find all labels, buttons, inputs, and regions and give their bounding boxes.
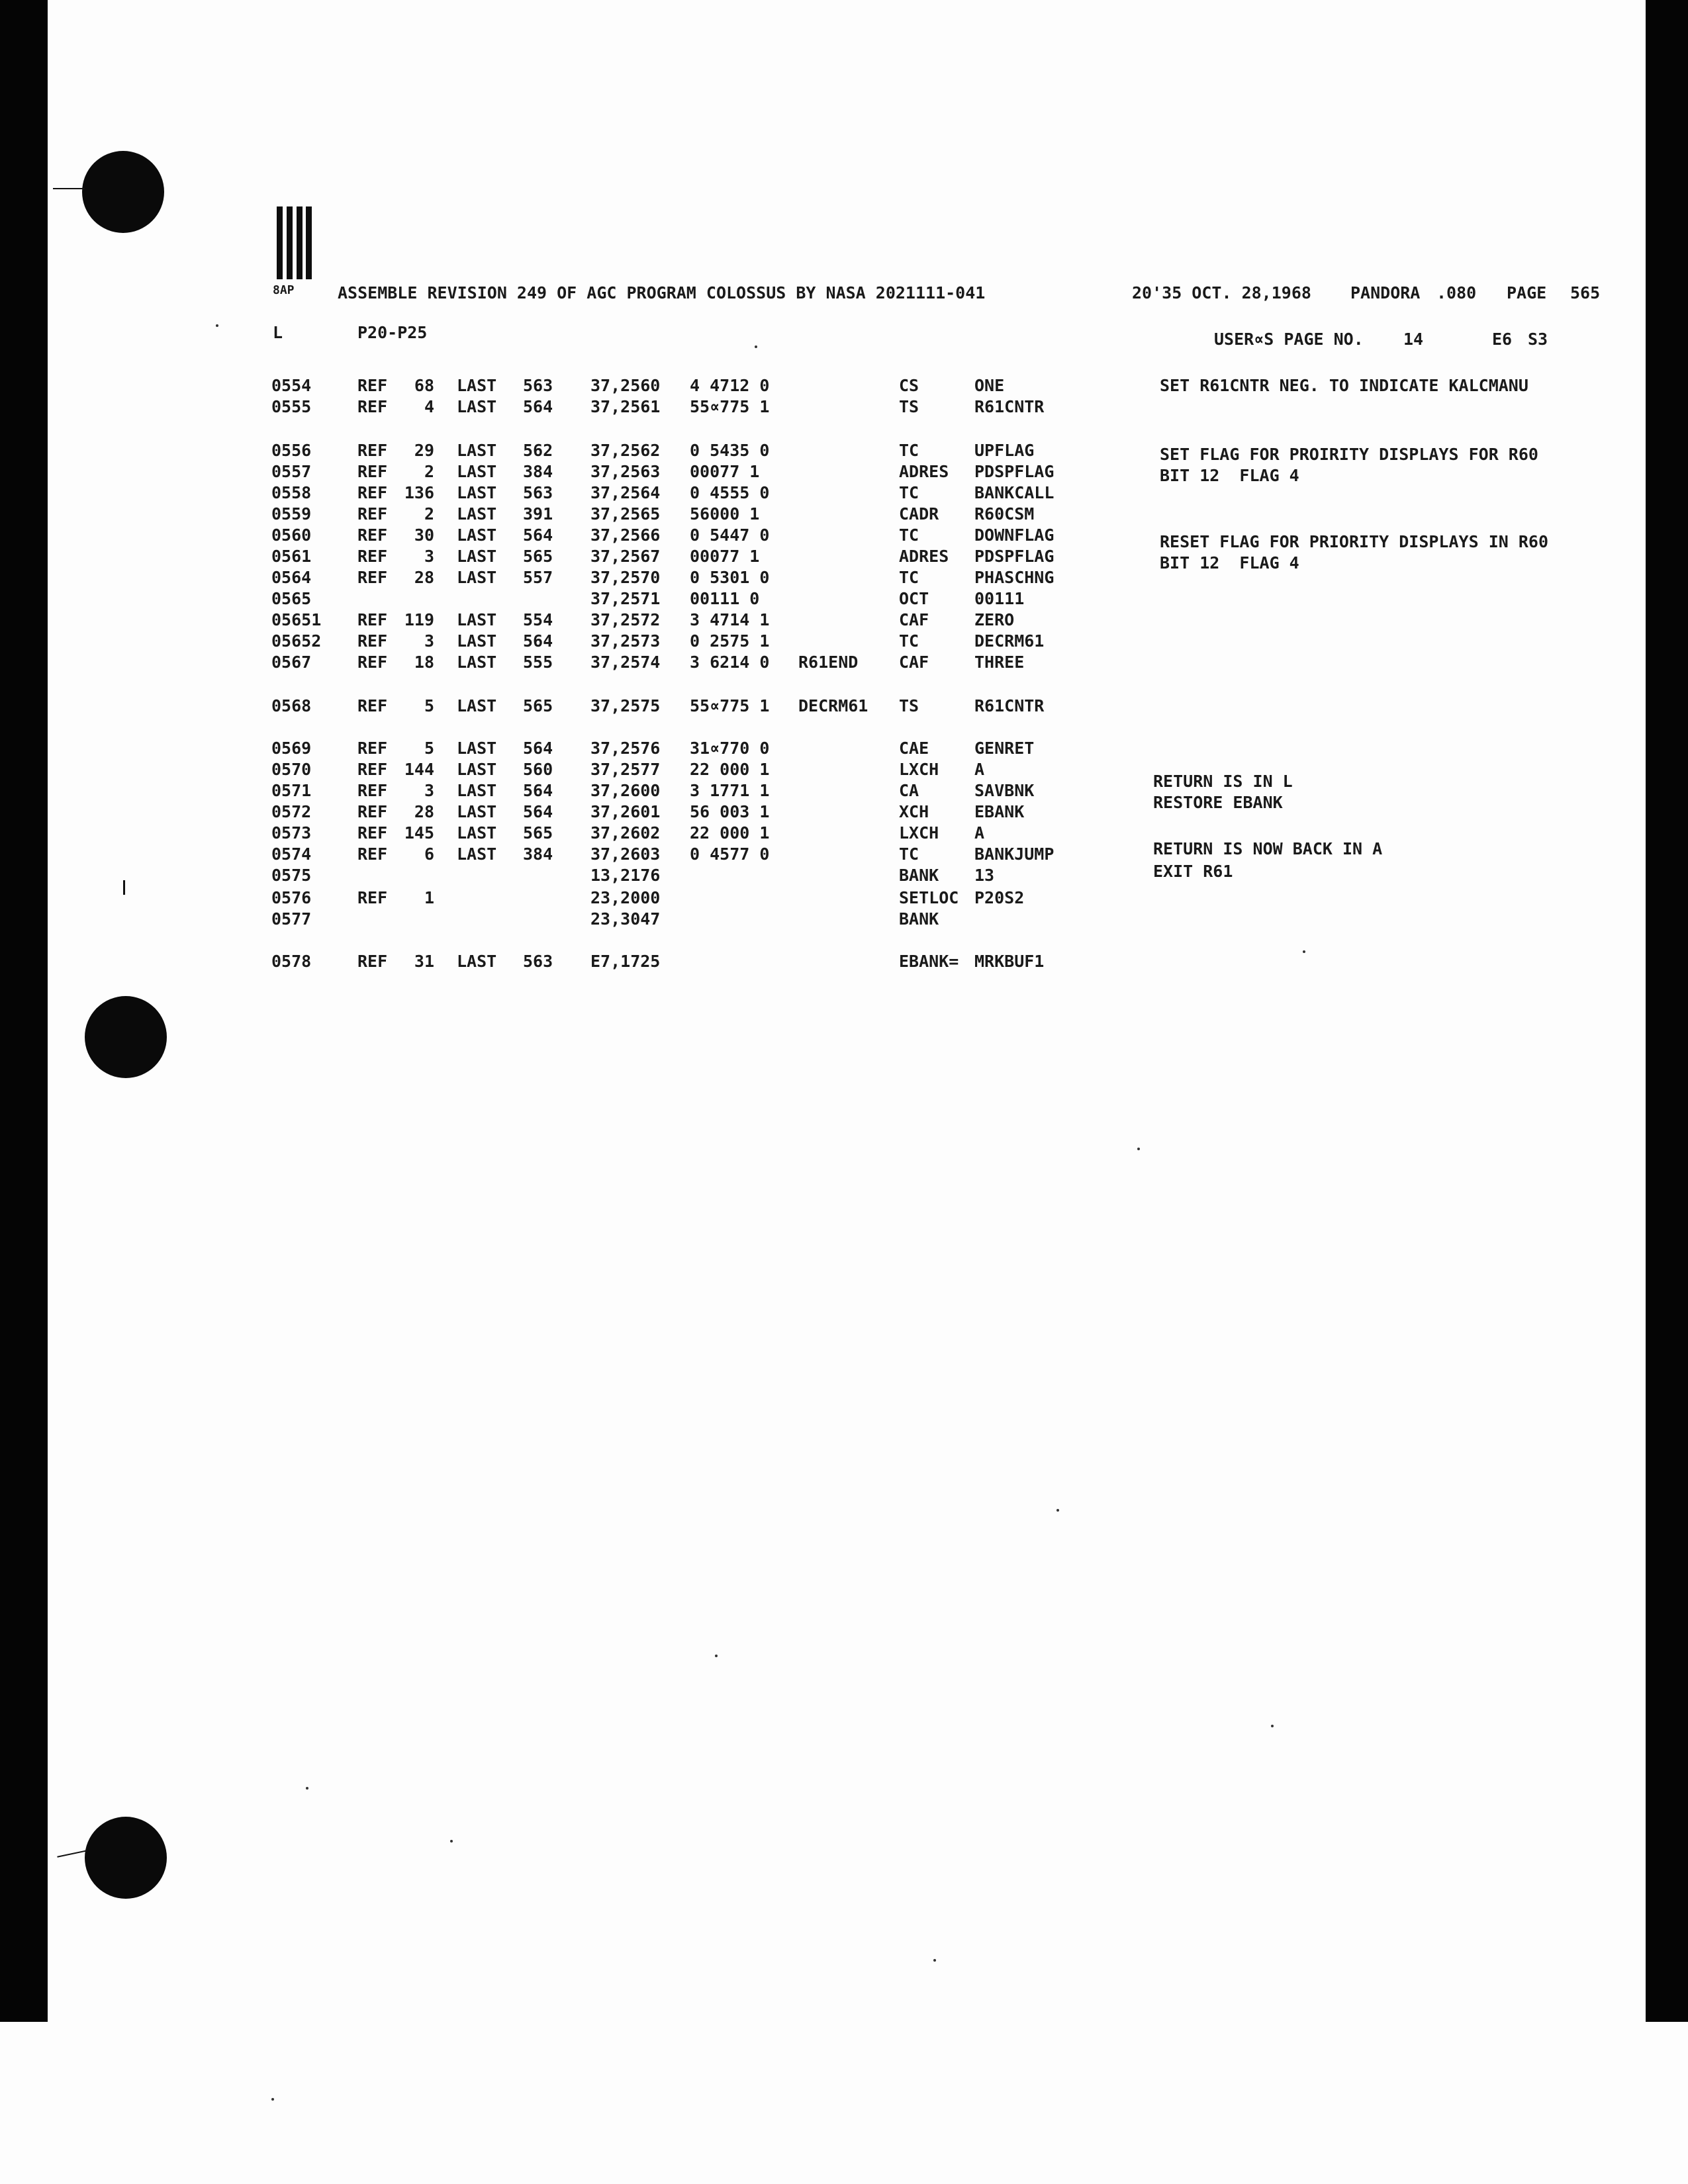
scan-speck	[271, 2098, 274, 2101]
operand: PHASCHNG	[974, 568, 1055, 587]
ref-count: 2	[424, 504, 434, 523]
line-number: 0567	[271, 653, 312, 672]
ref-keyword: REF	[357, 696, 388, 715]
address: 37,2561	[590, 397, 661, 416]
ref-keyword: REF	[357, 802, 388, 821]
operand: SAVBNK	[974, 781, 1035, 800]
system-name: PANDORA	[1350, 283, 1421, 302]
line-number: 05652	[271, 631, 322, 651]
comment: BIT 12 FLAG 4	[1160, 553, 1299, 572]
opcode: TC	[899, 631, 919, 651]
opcode: CAF	[899, 653, 929, 672]
comment: BIT 12 FLAG 4	[1160, 466, 1299, 485]
opcode: LXCH	[899, 823, 939, 842]
operand: R61CNTR	[974, 696, 1045, 715]
line-number: 0554	[271, 376, 312, 395]
line-number: 0558	[271, 483, 312, 502]
address: E7,1725	[590, 952, 661, 971]
address: 37,2574	[590, 653, 661, 672]
address: 37,2603	[590, 844, 661, 864]
last-keyword: LAST	[457, 568, 497, 587]
listing-type: L	[273, 323, 283, 342]
opcode: TC	[899, 525, 919, 545]
ref-count: 136	[404, 483, 434, 502]
ref-count: 3	[424, 781, 434, 800]
operand: A	[974, 760, 985, 779]
line-number: 0572	[271, 802, 312, 821]
scan-speck	[450, 1840, 453, 1843]
address: 13,2176	[590, 866, 661, 885]
last-page: 557	[523, 568, 553, 587]
octal-word: 00077 1	[690, 462, 760, 481]
last-page: 564	[523, 397, 553, 416]
ref-keyword: REF	[357, 547, 388, 566]
ref-count: 144	[404, 760, 434, 779]
ref-keyword: REF	[357, 483, 388, 502]
ref-keyword: REF	[357, 760, 388, 779]
ref-keyword: REF	[357, 739, 388, 758]
line-number: 0565	[271, 589, 312, 608]
last-page: 565	[523, 547, 553, 566]
address: 37,2570	[590, 568, 661, 587]
ref-count: 28	[414, 568, 434, 587]
operand: P20S2	[974, 888, 1025, 907]
address: 37,2577	[590, 760, 661, 779]
line-number: 0561	[271, 547, 312, 566]
opcode: EBANK=	[899, 952, 959, 971]
line-number: 0577	[271, 909, 312, 929]
system-code: .080	[1436, 283, 1477, 302]
ref-count: 2	[424, 462, 434, 481]
scan-speck	[306, 1787, 308, 1790]
address: 37,2576	[590, 739, 661, 758]
octal-word: 3 1771 1	[690, 781, 770, 800]
ref-count: 119	[404, 610, 434, 629]
last-page: 563	[523, 483, 553, 502]
operand: BANKCALL	[974, 483, 1055, 502]
scan-speck	[216, 324, 218, 327]
ref-count: 1	[424, 888, 434, 907]
octal-word: 22 000 1	[690, 760, 770, 779]
binder-hole-top	[82, 151, 164, 233]
last-page: 564	[523, 631, 553, 651]
octal-word: 55∝775 1	[690, 397, 770, 416]
operand: 00111	[974, 589, 1025, 608]
scan-speck	[715, 1655, 718, 1657]
octal-word: 3 6214 0	[690, 653, 770, 672]
ref-keyword: REF	[357, 952, 388, 971]
last-keyword: LAST	[457, 631, 497, 651]
last-page: 564	[523, 739, 553, 758]
last-page: 563	[523, 376, 553, 395]
ref-count: 18	[414, 653, 434, 672]
comment: EXIT R61	[1153, 862, 1233, 881]
address: 37,2571	[590, 589, 661, 608]
ref-count: 28	[414, 802, 434, 821]
octal-word: 00111 0	[690, 589, 760, 608]
ref-keyword: REF	[357, 888, 388, 907]
opcode: TC	[899, 844, 919, 864]
last-keyword: LAST	[457, 525, 497, 545]
last-keyword: LAST	[457, 739, 497, 758]
operand: BANKJUMP	[974, 844, 1055, 864]
address: 37,2563	[590, 462, 661, 481]
code-e: E6	[1492, 330, 1513, 349]
line-number: 0559	[271, 504, 312, 523]
last-page: 562	[523, 441, 553, 460]
opcode: BANK	[899, 866, 939, 885]
address: 37,2600	[590, 781, 661, 800]
ref-keyword: REF	[357, 781, 388, 800]
opcode: TC	[899, 568, 919, 587]
last-keyword: LAST	[457, 610, 497, 629]
address: 37,2572	[590, 610, 661, 629]
octal-word: 55∝775 1	[690, 696, 770, 715]
last-page: 384	[523, 462, 553, 481]
scan-edge-right	[1646, 0, 1688, 2022]
octal-word: 00077 1	[690, 547, 760, 566]
binder-hole-middle	[85, 996, 167, 1078]
ref-keyword: REF	[357, 376, 388, 395]
line-number: 0571	[271, 781, 312, 800]
line-number: 0568	[271, 696, 312, 715]
ref-keyword: REF	[357, 462, 388, 481]
ref-keyword: REF	[357, 504, 388, 523]
last-page: 560	[523, 760, 553, 779]
operand: A	[974, 823, 985, 842]
octal-word: 56 003 1	[690, 802, 770, 821]
line-number: 0570	[271, 760, 312, 779]
comment: SET FLAG FOR PROIRITY DISPLAYS FOR R60	[1160, 445, 1538, 464]
opcode: SETLOC	[899, 888, 959, 907]
line-number: 0573	[271, 823, 312, 842]
comment: RETURN IS IN L	[1153, 772, 1293, 791]
ref-count: 3	[424, 631, 434, 651]
opcode: XCH	[899, 802, 929, 821]
octal-word: 22 000 1	[690, 823, 770, 842]
comment: RESET FLAG FOR PRIORITY DISPLAYS IN R60	[1160, 532, 1548, 551]
ref-count: 5	[424, 696, 434, 715]
last-page: 555	[523, 653, 553, 672]
ref-keyword: REF	[357, 568, 388, 587]
last-keyword: LAST	[457, 760, 497, 779]
opcode: LXCH	[899, 760, 939, 779]
opcode: CS	[899, 376, 919, 395]
comment: RETURN IS NOW BACK IN A	[1153, 839, 1383, 858]
operand: 13	[974, 866, 995, 885]
listing-title: ASSEMBLE REVISION 249 OF AGC PROGRAM COLOSSUS BY NASA 2021111-041	[338, 283, 986, 302]
scan-speck	[1137, 1148, 1140, 1150]
last-keyword: LAST	[457, 376, 497, 395]
operand: MRKBUF1	[974, 952, 1045, 971]
binder-hole-bottom	[85, 1817, 167, 1899]
last-keyword: LAST	[457, 802, 497, 821]
address: 37,2566	[590, 525, 661, 545]
section-name: P20-P25	[357, 323, 428, 342]
scan-mark	[53, 188, 85, 189]
octal-word: 31∝770 0	[690, 739, 770, 758]
address: 37,2573	[590, 631, 661, 651]
last-keyword: LAST	[457, 547, 497, 566]
address: 37,2564	[590, 483, 661, 502]
octal-word: 0 5301 0	[690, 568, 770, 587]
last-keyword: LAST	[457, 781, 497, 800]
last-page: 384	[523, 844, 553, 864]
opcode: TS	[899, 397, 919, 416]
page-label: PAGE	[1507, 283, 1547, 302]
user-page-label: USER∝S PAGE NO.	[1214, 330, 1364, 349]
line-number: 0560	[271, 525, 312, 545]
comment: SET R61CNTR NEG. TO INDICATE KALCMANU	[1160, 376, 1528, 395]
last-page: 554	[523, 610, 553, 629]
ref-keyword: REF	[357, 653, 388, 672]
octal-word: 3 4714 1	[690, 610, 770, 629]
operand: THREE	[974, 653, 1025, 672]
last-page: 564	[523, 525, 553, 545]
scan-speck	[933, 1959, 936, 1962]
last-page: 563	[523, 952, 553, 971]
ref-count: 31	[414, 952, 434, 971]
address: 23,3047	[590, 909, 661, 929]
line-number: 0578	[271, 952, 312, 971]
octal-word: 0 5435 0	[690, 441, 770, 460]
scan-speck	[1303, 950, 1305, 953]
address: 37,2567	[590, 547, 661, 566]
operand: R61CNTR	[974, 397, 1045, 416]
line-number: 0557	[271, 462, 312, 481]
octal-word: 56000 1	[690, 504, 760, 523]
opcode: CADR	[899, 504, 939, 523]
octal-word: 0 4555 0	[690, 483, 770, 502]
line-number: 05651	[271, 610, 322, 629]
ref-keyword: REF	[357, 844, 388, 864]
address: 37,2560	[590, 376, 661, 395]
operand: DOWNFLAG	[974, 525, 1055, 545]
last-keyword: LAST	[457, 823, 497, 842]
opcode: ADRES	[899, 462, 949, 481]
opcode: BANK	[899, 909, 939, 929]
label: R61END	[798, 653, 859, 672]
last-page: 565	[523, 823, 553, 842]
ref-keyword: REF	[357, 525, 388, 545]
line-number: 0574	[271, 844, 312, 864]
last-keyword: LAST	[457, 696, 497, 715]
line-number: 0564	[271, 568, 312, 587]
operand: UPFLAG	[974, 441, 1035, 460]
line-number: 0555	[271, 397, 312, 416]
ref-count: 5	[424, 739, 434, 758]
opcode: TC	[899, 441, 919, 460]
print-timestamp: 20'35 OCT. 28,1968	[1132, 283, 1311, 302]
corner-mark: 8AP	[273, 283, 295, 297]
address: 37,2602	[590, 823, 661, 842]
address: 23,2000	[590, 888, 661, 907]
opcode: CA	[899, 781, 919, 800]
last-page: 391	[523, 504, 553, 523]
octal-word: 4 4712 0	[690, 376, 770, 395]
ref-count: 30	[414, 525, 434, 545]
last-keyword: LAST	[457, 504, 497, 523]
operand: ONE	[974, 376, 1005, 395]
line-number: 0556	[271, 441, 312, 460]
scan-speck	[1056, 1509, 1059, 1512]
operand: R60CSM	[974, 504, 1035, 523]
ref-count: 145	[404, 823, 434, 842]
opcode: OCT	[899, 589, 929, 608]
opcode: ADRES	[899, 547, 949, 566]
last-page: 564	[523, 781, 553, 800]
address: 37,2575	[590, 696, 661, 715]
address: 37,2562	[590, 441, 661, 460]
address: 37,2565	[590, 504, 661, 523]
opcode: CAF	[899, 610, 929, 629]
user-page-number: 14	[1403, 330, 1424, 349]
last-keyword: LAST	[457, 397, 497, 416]
octal-word: 0 2575 1	[690, 631, 770, 651]
ref-keyword: REF	[357, 823, 388, 842]
ref-keyword: REF	[357, 397, 388, 416]
ref-keyword: REF	[357, 441, 388, 460]
ref-keyword: REF	[357, 631, 388, 651]
ref-count: 3	[424, 547, 434, 566]
scan-edge-left	[0, 0, 48, 2022]
scan-mark	[57, 1850, 87, 1858]
ref-count: 4	[424, 397, 434, 416]
last-keyword: LAST	[457, 844, 497, 864]
operand: PDSPFLAG	[974, 547, 1055, 566]
line-number: 0569	[271, 739, 312, 758]
ref-count: 29	[414, 441, 434, 460]
operand: ZERO	[974, 610, 1015, 629]
address: 37,2601	[590, 802, 661, 821]
ref-keyword: REF	[357, 610, 388, 629]
octal-word: 0 4577 0	[690, 844, 770, 864]
comment: RESTORE EBANK	[1153, 793, 1283, 812]
operand: PDSPFLAG	[974, 462, 1055, 481]
scan-mark	[123, 880, 125, 895]
opcode: TS	[899, 696, 919, 715]
label: DECRM61	[798, 696, 868, 715]
operand: DECRM61	[974, 631, 1045, 651]
line-number: 0575	[271, 866, 312, 885]
operand: EBANK	[974, 802, 1025, 821]
opcode: TC	[899, 483, 919, 502]
code-s: S3	[1528, 330, 1548, 349]
ref-count: 6	[424, 844, 434, 864]
line-number: 0576	[271, 888, 312, 907]
last-keyword: LAST	[457, 653, 497, 672]
scan-speck	[1271, 1725, 1274, 1727]
operand: GENRET	[974, 739, 1035, 758]
page-number: 565	[1570, 283, 1601, 302]
scan-speck	[755, 345, 757, 348]
opcode: CAE	[899, 739, 929, 758]
last-keyword: LAST	[457, 483, 497, 502]
last-keyword: LAST	[457, 952, 497, 971]
ref-count: 68	[414, 376, 434, 395]
octal-word: 0 5447 0	[690, 525, 770, 545]
last-keyword: LAST	[457, 441, 497, 460]
last-keyword: LAST	[457, 462, 497, 481]
last-page: 565	[523, 696, 553, 715]
last-page: 564	[523, 802, 553, 821]
